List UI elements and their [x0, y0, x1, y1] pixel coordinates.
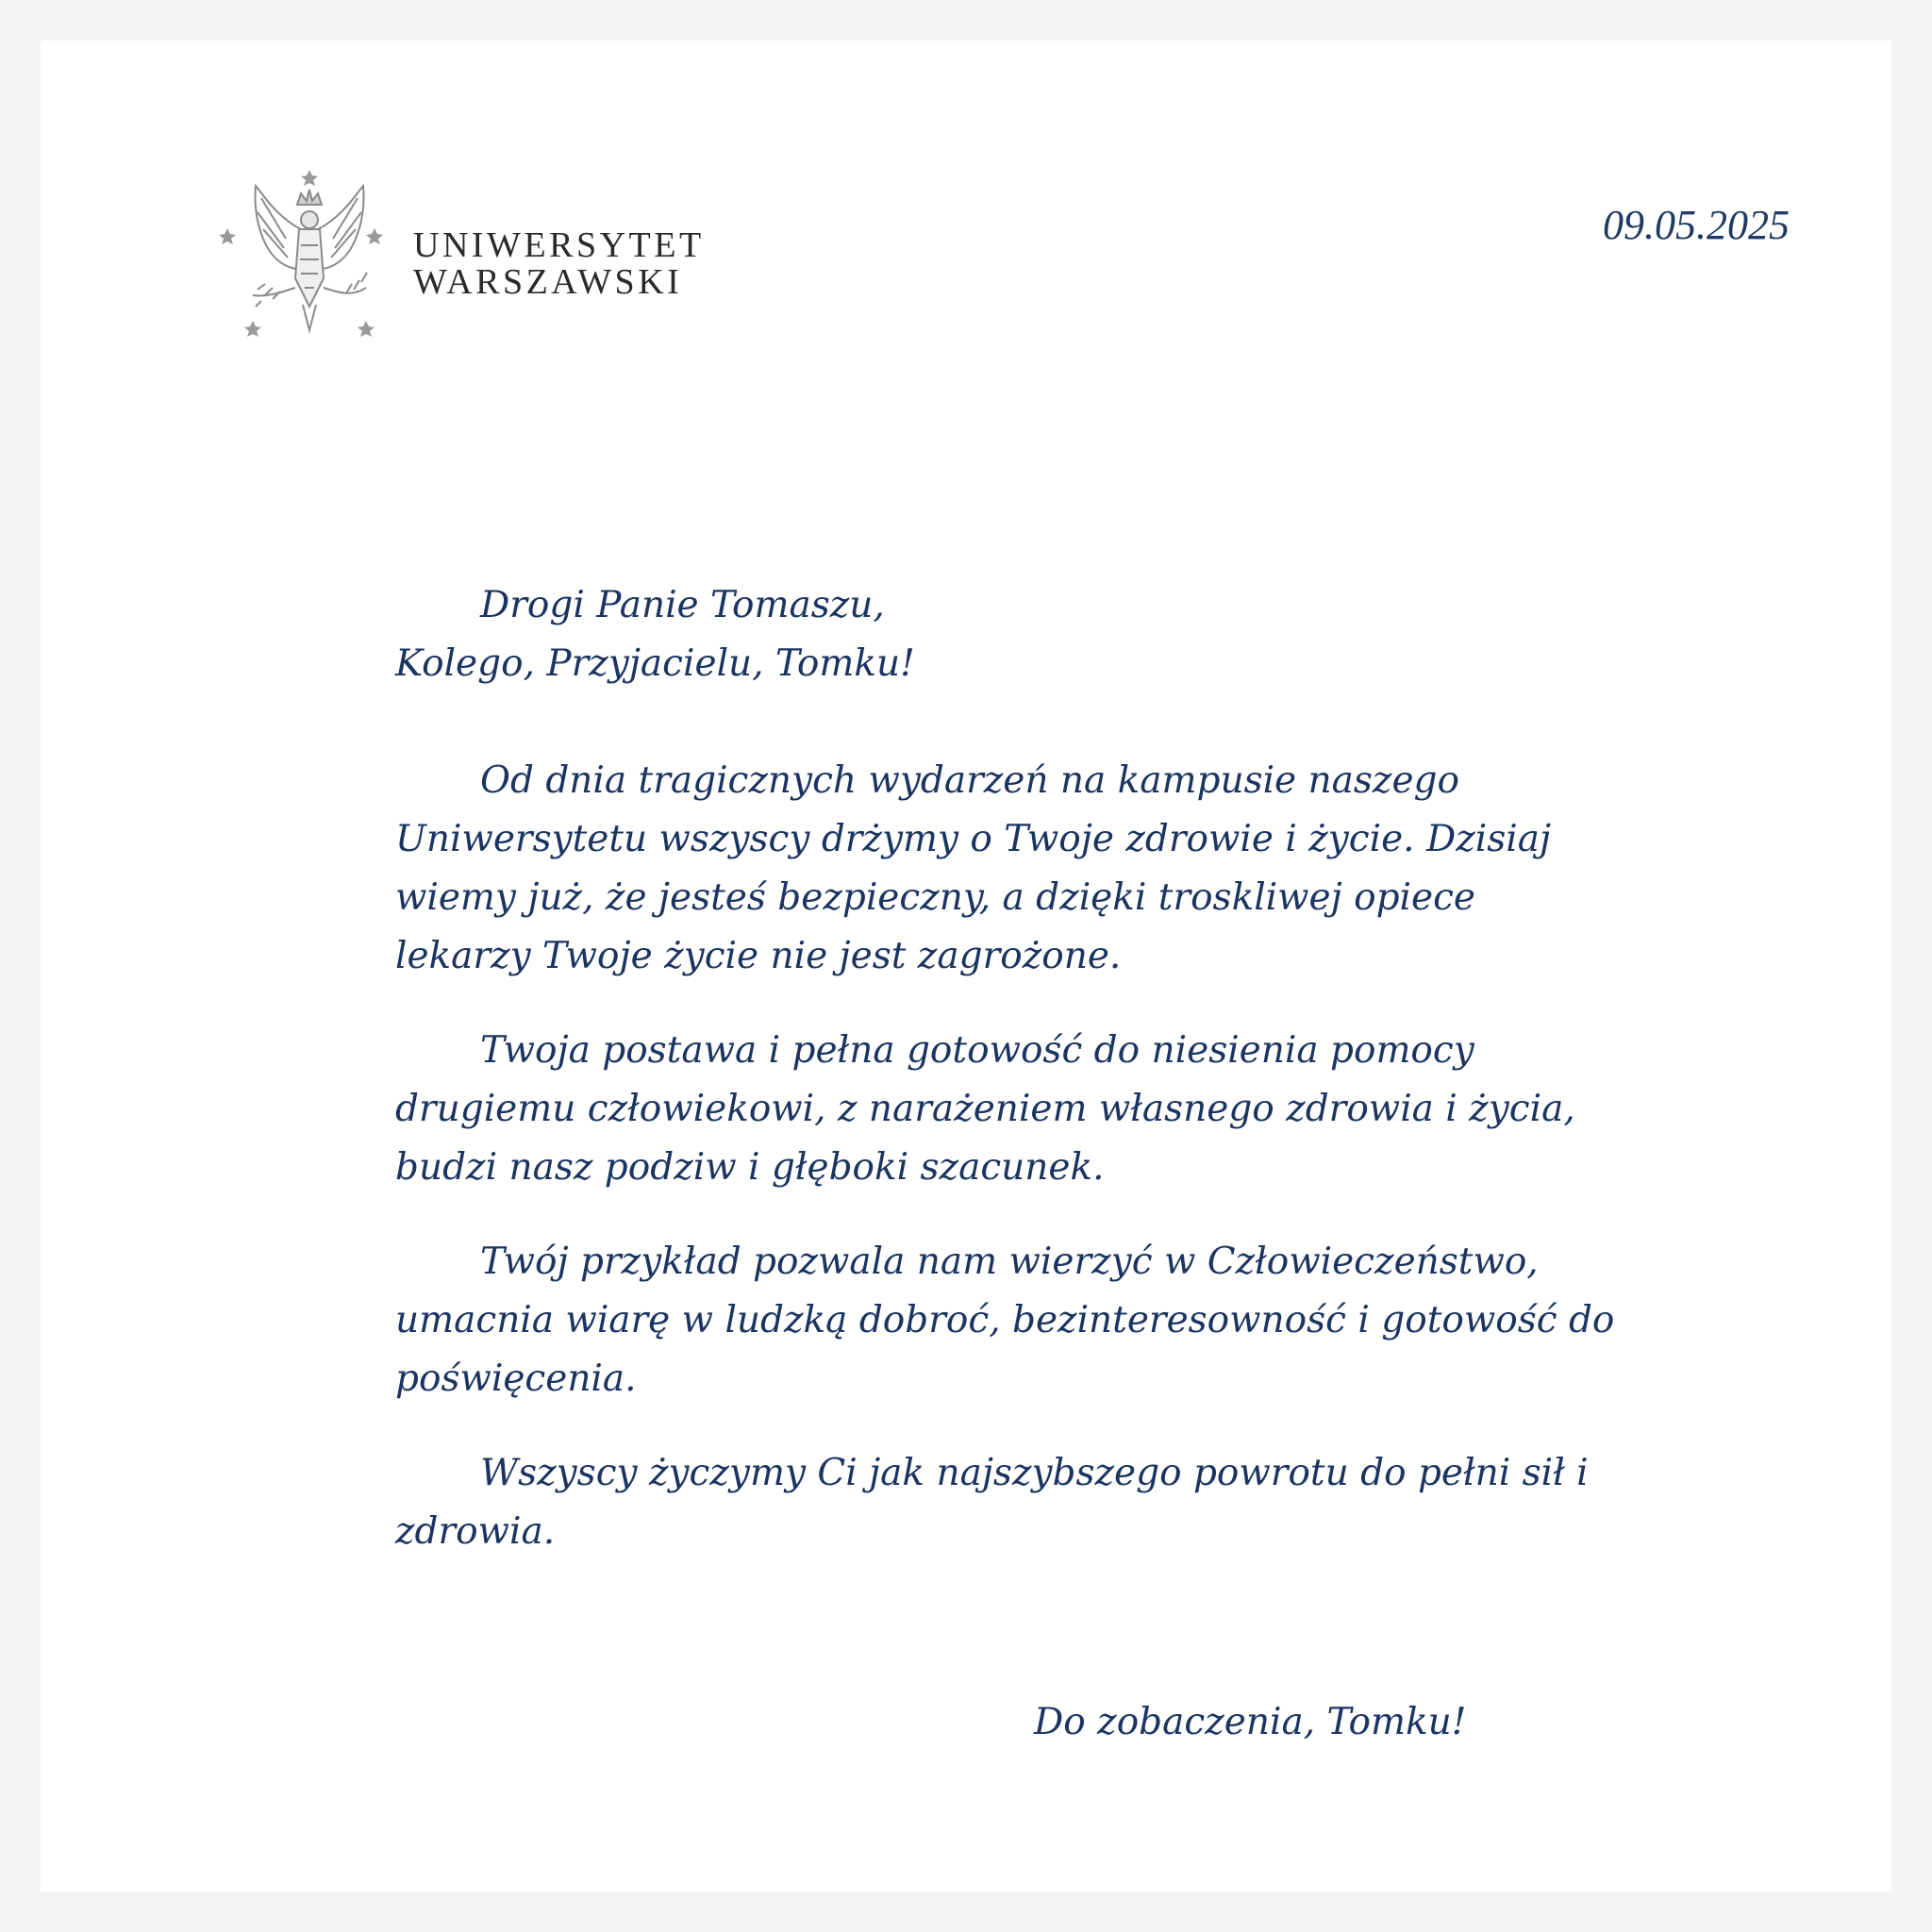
eagle-emblem-icon	[220, 127, 399, 373]
paragraph-4: Wszyscy życzymy Ci jak najszybszego powrotu do pełni sił i zdrowia.	[395, 1452, 1589, 1553]
letter-date: 09.05.2025	[1603, 202, 1790, 248]
salutation	[395, 576, 1622, 693]
university-name-line1: UNIWERSYTET	[413, 225, 705, 265]
paragraph-1: Od dnia tragicznych wydarzeń na kampusie naszego Uniwersytetu wszyscy drżymy o Twoje zdrowie i życie. Dzisiaj wiemy już, że jesteś bezpieczny, a dzięki troskliwej opiece lekarzy Twoje życie nie jest zagrożone.	[395, 759, 1552, 977]
university-name	[413, 227, 705, 301]
salutation-line2: Kolego, Przyjacielu, Tomku!	[395, 642, 915, 685]
closing-line: Do zobaczenia, Tomku!	[1034, 1701, 1467, 1743]
paragraph-3: Twój przykład pozwala nam wierzyć w Człowieczeństwo, umacnia wiarę w ludzką dobroć, bezinteresowność i gotowość do poświęcenia.	[395, 1241, 1615, 1400]
salutation-line1: Drogi Panie Tomaszu,	[480, 584, 885, 626]
letter-body	[395, 576, 1622, 1597]
letter-page	[41, 41, 1891, 1891]
university-name-line2: WARSZAWSKI	[413, 262, 683, 302]
paragraph-2: Twoja postawa i pełna gotowość do niesienia pomocy drugiemu człowiekowi, z narażeniem własnego zdrowia i życia, budzi nasz podziw i głęboki szacunek.	[395, 1029, 1575, 1189]
university-logo	[220, 127, 748, 373]
